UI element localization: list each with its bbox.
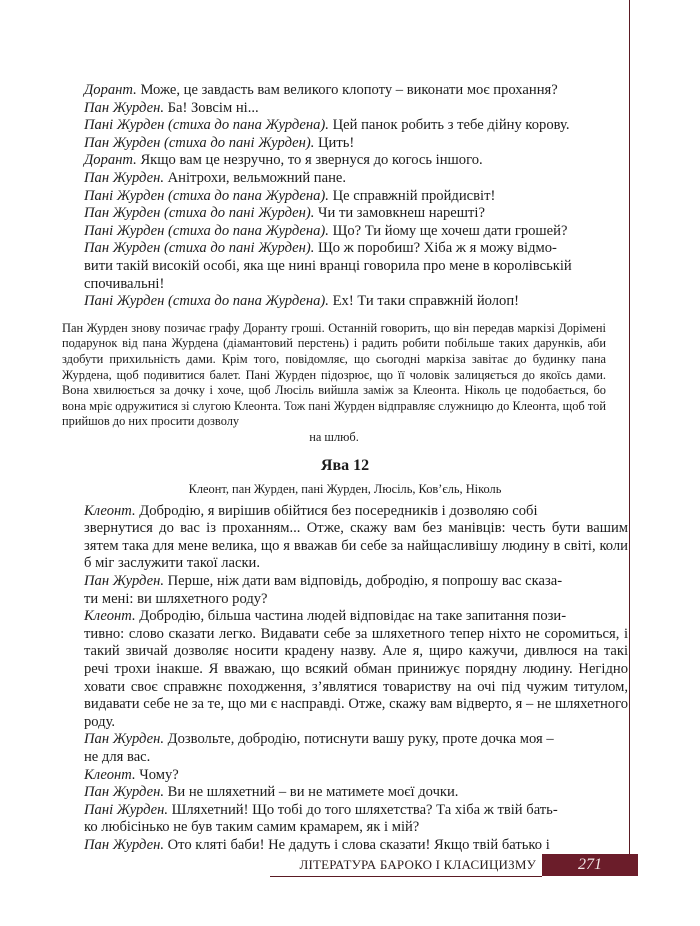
- speaker: Клеонт.: [84, 502, 136, 519]
- dialogue-continuation: ко любісінько не був таким самим крамарем, як і мій?: [84, 819, 420, 836]
- speech: Ех! Ти таки справжній йолоп!: [328, 293, 520, 310]
- speech: Може, це завдасть вам великого клопоту – виконати моє прохання?: [136, 82, 558, 98]
- dialogue-line: [84, 152, 606, 170]
- speaker: Дорант.: [84, 82, 137, 98]
- dialogue-line: [84, 205, 606, 223]
- dialogue-line: [84, 784, 606, 802]
- scene-cast: Клеонт, пан Журден, пані Журден, Люсіль, Ков’єль, Ніколь: [188, 482, 502, 497]
- dialogue-block-top: [84, 82, 606, 240]
- speaker: Пан Журден (стиха до пані Журден).: [84, 205, 315, 222]
- speaker: Пан Журден.: [84, 99, 164, 116]
- summary-text: Пан Журден знову позичає графу Доранту гроші. Останній говорить, що він передав маркізі Дорімені подарунок від пана Журдена (діамантовий перстень) і радить робити побільше таких дарунків, аби здобути прихильність дами. Крім того, повідомляє, що сьогодні маркіза завітає до будинку пана Журдена, щоб подивитися балет. Пані Журден підозрює, що її чоловік залицяється до якоїсь дами. Вона хвилюється за дочку і хоче, щоб Люсіль вийшла заміж за Клеонта. Ніколь це подобається, бо вона мріє одружитися зі слугою Клеонта. Тож пані Журден відправляє служницю до Клеонта, щоб той прийшов до них просити дозволу: [62, 320, 606, 429]
- dialogue-line: [84, 223, 606, 241]
- dialogue-continuation: тивно: слово сказати легко. Видавати себе за шляхетного тепер ніхто не соромиться, і такий звичай дозволяє носити крадену назву. Але я, щиро кажучи, дивлюся на такі речі трохи інакше. Я вважаю, що всякий обман принижує порядну людину. Негідно ховати своє справжнє походження, з’являтися товариству на очі під чужим титулом, видавати себе не за те, що ми є насправді. Отже, скажу вам відверто, я – не шляхетного роду.: [84, 625, 628, 730]
- footer-rule: [270, 876, 542, 877]
- scene-title: Ява 12: [320, 457, 370, 475]
- speech: Перше, ніж дати вам відповідь, добродію, я попрошу вас сказа-: [163, 573, 563, 590]
- speech: Ото кляті баби! Не дадуть і слова сказати! Якщо твій батько і: [163, 836, 550, 853]
- dialogue-continuation: вити такій високій особі, яка ще нині вранці говорила про мене в королівській: [84, 257, 572, 274]
- speech: Ба! Зовсім ні...: [163, 99, 259, 116]
- dialogue-continuation: ти мені: ви шляхетного роду?: [84, 590, 268, 607]
- speech: Дозвольте, добродію, потиснути вашу руку, проте дочка моя –: [163, 731, 554, 748]
- dialogue-line: [84, 293, 606, 311]
- dialogue-line: [84, 135, 606, 153]
- dialogue-line: [84, 170, 606, 188]
- page-number: 271: [578, 856, 602, 873]
- speech: Що? Ти йому ще хочеш дати грошей?: [328, 222, 568, 239]
- speaker: Дорант.: [84, 152, 137, 169]
- page-edge-rule: [629, 0, 630, 855]
- speech: Якщо вам це незручно, то я звернуся до когось іншого.: [136, 152, 483, 169]
- dialogue-line: [84, 82, 606, 100]
- speaker: Пан Журден.: [84, 784, 164, 801]
- speech: Це справжній пройдисвіт!: [328, 187, 496, 204]
- speech: Шляхетний! Що тобі до того шляхетства? Та хіба ж твій бать-: [168, 801, 558, 818]
- summary-text-end: на шлюб.: [309, 429, 359, 444]
- dialogue-continuation: не для вас.: [84, 748, 151, 765]
- speaker: Пан Журден (стиха до пані Журден).: [84, 240, 315, 257]
- running-footer-title: ЛІТЕРАТУРА БАРОКО І КЛАСИЦИЗМУ: [299, 857, 536, 872]
- speech: Цить!: [314, 134, 355, 151]
- speaker: Пан Журден.: [84, 169, 164, 186]
- speaker: Пан Журден (стиха до пані Журден).: [84, 134, 315, 151]
- dialogue-continuation: спочивальні!: [84, 275, 165, 292]
- speech: Добродію, я вирішив обійтися без посередників і дозволяю собі: [135, 502, 538, 519]
- speech: Анітрохи, вельможний пане.: [163, 169, 346, 186]
- page-body: [62, 82, 628, 855]
- speaker: Пані Журден.: [84, 801, 169, 818]
- speech: Що ж поробиш? Хіба ж я можу відмо-: [314, 240, 557, 257]
- speech: Цей панок робить з тебе дійну корову.: [328, 117, 570, 134]
- speech: Добродію, більша частина людей відповідає на таке запитання пози-: [135, 608, 567, 625]
- speaker: Клеонт.: [84, 608, 136, 625]
- dialogue-line: [84, 240, 606, 258]
- dialogue-line: [84, 837, 606, 855]
- speaker: Пані Журден (стиха до пана Журдена).: [84, 187, 329, 204]
- dialogue-line: [84, 608, 606, 626]
- dialogue-line: [84, 573, 606, 591]
- speaker: Пан Журден.: [84, 836, 164, 853]
- speech: Чи ти замовкнеш нарешті?: [314, 205, 485, 222]
- dialogue-line: [84, 100, 606, 118]
- dialogue-line: [84, 731, 606, 749]
- speaker: Пан Журден.: [84, 573, 164, 590]
- speaker: Пані Журден (стиха до пана Журдена).: [84, 117, 329, 134]
- dialogue-line: [84, 188, 606, 206]
- speaker: Пані Журден (стиха до пана Журдена).: [84, 222, 329, 239]
- speaker: Пані Журден (стиха до пана Журдена).: [84, 293, 329, 310]
- speaker: Клеонт.: [84, 766, 136, 783]
- dialogue-line: [84, 503, 606, 521]
- speaker: Пан Журден.: [84, 731, 164, 748]
- dialogue-line: [84, 767, 606, 785]
- dialogue-line: [84, 802, 606, 820]
- speech: Ви не шляхетний – ви не матимете моєї дочки.: [163, 784, 459, 801]
- dialogue-line: [84, 117, 606, 135]
- speech: Чому?: [135, 766, 179, 783]
- plot-summary: [62, 321, 606, 446]
- dialogue-continuation: звернутися до вас із проханням... Отже, скажу вам без манівців: честь бути вашим зятем така для мене велика, що я вважав би себе за найщасливішу людину в світі, коли б міг заслужити такої ласки.: [84, 520, 628, 572]
